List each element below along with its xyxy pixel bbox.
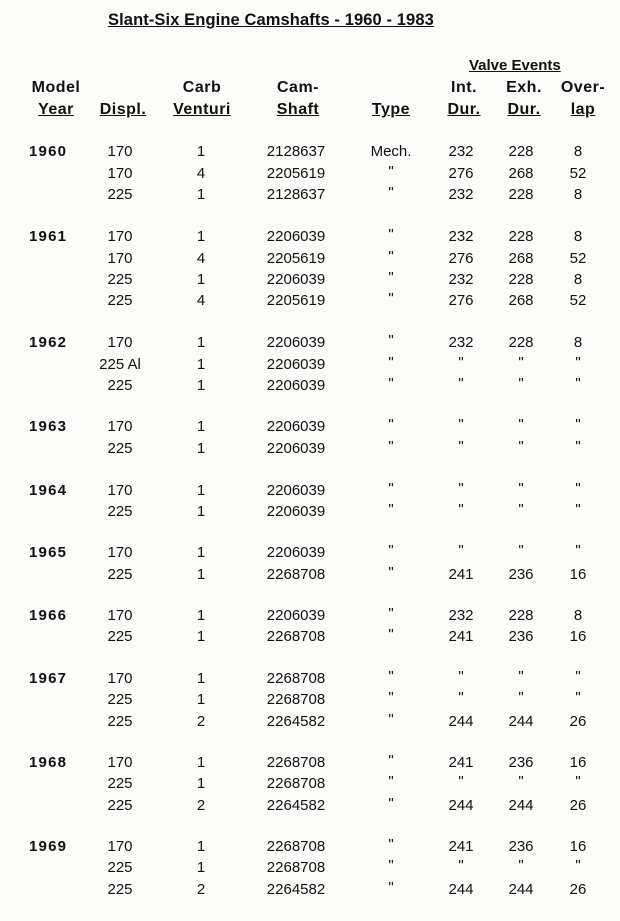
intake-duration-cell: 232 [448,186,474,203]
exhaust-duration-cell: " [518,542,524,559]
camshaft-cell: 2268708 [266,670,326,687]
overlap-cell: 16 [569,566,587,583]
carb-venturi-cell: 1 [196,271,206,288]
exhaust-duration-cell: " [518,416,524,433]
intake-duration-cell: 244 [448,797,474,814]
header-exh-dur [500,77,548,121]
exhaust-duration-cell: 236 [508,628,534,645]
exhaust-duration-cell: 244 [508,713,534,730]
header-carb-line1: Carb [182,79,222,96]
carb-venturi-cell: 1 [196,691,206,708]
carb-venturi-cell: 2 [196,881,206,898]
exhaust-duration-cell: 228 [508,334,534,351]
carb-venturi-cell: 4 [196,165,206,182]
overlap-cell: " [575,668,581,685]
carb-venturi-cell: 1 [196,186,206,203]
displ-cell: 170 [107,228,133,245]
camshaft-cell: 2264582 [266,797,326,814]
displ-cell: 170 [107,838,133,855]
overlap-cell: " [575,857,581,874]
displ-cell: 225 [107,186,133,203]
intake-duration-cell: 232 [448,271,474,288]
camshaft-cell: 2206039 [266,377,326,394]
camshaft-cell: 2206039 [266,544,326,561]
exhaust-duration-cell: 236 [508,566,534,583]
camshaft-cell: 2268708 [266,754,326,771]
overlap-cell: 8 [573,143,583,160]
camshaft-cell: 2206039 [266,418,326,435]
carb-venturi-cell: 1 [196,377,206,394]
type-cell: " [388,269,394,286]
type-cell: " [388,668,394,685]
displ-cell: 170 [107,544,133,561]
exhaust-duration-cell: 244 [508,881,534,898]
carb-venturi-cell: 4 [196,250,206,267]
carb-venturi-cell: 1 [196,775,206,792]
overlap-cell: 26 [569,797,587,814]
camshaft-cell: 2206039 [266,482,326,499]
type-cell: " [388,773,394,790]
overlap-cell: " [575,416,581,433]
type-cell: " [388,332,394,349]
carb-venturi-cell: 1 [196,754,206,771]
intake-duration-cell: 244 [448,713,474,730]
displ-cell: 225 [107,713,133,730]
intake-duration-cell: " [458,480,464,497]
exhaust-duration-cell: " [518,375,524,392]
intake-duration-cell: 232 [448,334,474,351]
exhaust-duration-cell: " [518,857,524,874]
header-model-year [27,77,85,121]
header-carb-line2: Venturi [173,101,231,118]
displ-cell: 170 [107,143,133,160]
header-int-line1: Int. [451,79,477,96]
valve-events-heading: Valve Events [469,57,561,74]
camshaft-cell: 2268708 [266,566,326,583]
model-year-cell: 1969 [29,838,68,855]
exhaust-duration-cell: 228 [508,143,534,160]
model-year-cell: 1968 [29,754,68,771]
camshaft-cell: 2128637 [266,143,326,160]
displ-cell: 225 [107,503,133,520]
exhaust-duration-cell: 228 [508,271,534,288]
header-displ [94,99,152,121]
exhaust-duration-cell: " [518,689,524,706]
type-cell: " [388,438,394,455]
exhaust-duration-cell: " [518,438,524,455]
header-type [364,99,418,121]
type-cell: " [388,605,394,622]
intake-duration-cell: " [458,354,464,371]
type-cell: " [388,375,394,392]
carb-venturi-cell: 1 [196,503,206,520]
camshaft-cell: 2206039 [266,228,326,245]
camshaft-cell: 2268708 [266,775,326,792]
camshaft-cell: 2206039 [266,356,326,373]
camshaft-cell: 2206039 [266,334,326,351]
camshaft-cell: 2268708 [266,691,326,708]
intake-duration-cell: " [458,501,464,518]
carb-venturi-cell: 1 [196,628,206,645]
intake-duration-cell: 276 [448,292,474,309]
camshaft-cell: 2264582 [266,881,326,898]
overlap-cell: " [575,375,581,392]
intake-duration-cell: 232 [448,228,474,245]
displ-cell: 225 [107,881,133,898]
intake-duration-cell: 241 [448,754,474,771]
camshaft-cell: 2268708 [266,628,326,645]
type-cell: " [388,354,394,371]
displ-cell: 170 [107,482,133,499]
overlap-cell: 8 [573,228,583,245]
overlap-cell: " [575,438,581,455]
header-int-dur [440,77,488,121]
header-camshaft-line1: Cam- [276,79,319,96]
intake-duration-cell: 232 [448,607,474,624]
type-cell: " [388,184,394,201]
intake-duration-cell: 241 [448,838,474,855]
intake-duration-cell: 241 [448,628,474,645]
header-int-line2: Dur. [447,101,481,118]
carb-venturi-cell: 1 [196,143,206,160]
intake-duration-cell: 276 [448,165,474,182]
exhaust-duration-cell: 236 [508,754,534,771]
camshaft-cell: 2206039 [266,271,326,288]
model-year-cell: 1960 [29,143,68,160]
displ-cell: 170 [107,754,133,771]
intake-duration-cell: " [458,689,464,706]
camshaft-cell: 2206039 [266,440,326,457]
carb-venturi-cell: 1 [196,838,206,855]
displ-cell: 170 [107,418,133,435]
exhaust-duration-cell: 244 [508,797,534,814]
header-model-year-line1: Model [31,79,81,96]
intake-duration-cell: 232 [448,143,474,160]
model-year-cell: 1965 [29,544,68,561]
header-overlap-line1: Over- [560,79,606,96]
intake-duration-cell: " [458,542,464,559]
displ-cell: 225 [107,797,133,814]
exhaust-duration-cell: 268 [508,165,534,182]
camshaft-cell: 2268708 [266,859,326,876]
model-year-cell: 1962 [29,334,68,351]
intake-duration-cell: " [458,773,464,790]
overlap-cell: 16 [569,838,587,855]
intake-duration-cell: 244 [448,881,474,898]
carb-venturi-cell: 1 [196,356,206,373]
type-cell: " [388,290,394,307]
exhaust-duration-cell: 268 [508,292,534,309]
type-cell: " [388,248,394,265]
intake-duration-cell: " [458,668,464,685]
overlap-cell: 26 [569,713,587,730]
carb-venturi-cell: 1 [196,482,206,499]
camshaft-cell: 2264582 [266,713,326,730]
type-cell: " [388,226,394,243]
type-cell: Mech. [370,143,412,160]
displ-cell: 170 [107,165,133,182]
carb-venturi-cell: 1 [196,418,206,435]
header-overlap-line2: lap [570,101,596,118]
model-year-cell: 1964 [29,482,68,499]
carb-venturi-cell: 1 [196,607,206,624]
intake-duration-cell: 241 [448,566,474,583]
intake-duration-cell: " [458,416,464,433]
displ-cell: 225 [107,271,133,288]
exhaust-duration-cell: 236 [508,838,534,855]
overlap-cell: " [575,542,581,559]
overlap-cell: 52 [569,165,587,182]
displ-cell: 225 [107,566,133,583]
exhaust-duration-cell: " [518,501,524,518]
exhaust-duration-cell: " [518,480,524,497]
type-cell: " [388,626,394,643]
carb-venturi-cell: 1 [196,670,206,687]
carb-venturi-cell: 2 [196,713,206,730]
type-cell: " [388,416,394,433]
type-cell: " [388,501,394,518]
model-year-cell: 1963 [29,418,68,435]
model-year-cell: 1967 [29,670,68,687]
type-cell: " [388,836,394,853]
page-title: Slant-Six Engine Camshafts - 1960 - 1983 [108,11,434,29]
carb-venturi-cell: 1 [196,334,206,351]
overlap-cell: 26 [569,881,587,898]
exhaust-duration-cell: " [518,354,524,371]
header-displ-label: Displ. [99,101,147,118]
displ-cell: 225 [107,859,133,876]
displ-cell: 225 [107,628,133,645]
carb-venturi-cell: 1 [196,440,206,457]
displ-cell: 170 [107,250,133,267]
exhaust-duration-cell: 268 [508,250,534,267]
intake-duration-cell: " [458,438,464,455]
type-cell: " [388,689,394,706]
type-cell: " [388,163,394,180]
overlap-cell: 8 [573,186,583,203]
overlap-cell: 16 [569,628,587,645]
carb-venturi-cell: 1 [196,566,206,583]
type-cell: " [388,480,394,497]
header-camshaft-line2: Shaft [276,101,320,118]
header-carb-venturi [166,77,238,121]
displ-cell: 225 [107,292,133,309]
overlap-cell: 52 [569,250,587,267]
exhaust-duration-cell: " [518,668,524,685]
camshaft-cell: 2268708 [266,838,326,855]
overlap-cell: " [575,773,581,790]
overlap-cell: " [575,480,581,497]
overlap-cell: 52 [569,292,587,309]
header-overlap [556,77,610,121]
camshaft-cell: 2206039 [266,607,326,624]
overlap-cell: 8 [573,334,583,351]
intake-duration-cell: " [458,375,464,392]
displ-cell: 225 [107,775,133,792]
carb-venturi-cell: 2 [196,797,206,814]
header-camshaft [268,77,328,121]
header-exh-line2: Dur. [507,101,541,118]
overlap-cell: 8 [573,607,583,624]
camshaft-cell: 2206039 [266,503,326,520]
type-cell: " [388,711,394,728]
displ-cell: 225 [107,377,133,394]
camshaft-cell: 2205619 [266,165,326,182]
overlap-cell: 16 [569,754,587,771]
displ-cell: 225 [107,440,133,457]
exhaust-duration-cell: 228 [508,228,534,245]
type-cell: " [388,795,394,812]
intake-duration-cell: 276 [448,250,474,267]
exhaust-duration-cell: 228 [508,607,534,624]
displ-cell: 170 [107,334,133,351]
model-year-cell: 1966 [29,607,68,624]
camshaft-cell: 2128637 [266,186,326,203]
exhaust-duration-cell: " [518,773,524,790]
type-cell: " [388,542,394,559]
exhaust-duration-cell: 228 [508,186,534,203]
overlap-cell: " [575,689,581,706]
header-model-year-line2: Year [38,101,74,118]
displ-cell: 225 Al [99,356,141,373]
type-cell: " [388,879,394,896]
displ-cell: 225 [107,691,133,708]
carb-venturi-cell: 1 [196,859,206,876]
overlap-cell: " [575,501,581,518]
carb-venturi-cell: 1 [196,544,206,561]
type-cell: " [388,752,394,769]
displ-cell: 170 [107,607,133,624]
intake-duration-cell: " [458,857,464,874]
header-type-label: Type [371,101,411,118]
overlap-cell: 8 [573,271,583,288]
model-year-cell: 1961 [29,228,68,245]
type-cell: " [388,564,394,581]
camshaft-cell: 2205619 [266,292,326,309]
carb-venturi-cell: 1 [196,228,206,245]
carb-venturi-cell: 4 [196,292,206,309]
header-exh-line1: Exh. [506,79,542,96]
displ-cell: 170 [107,670,133,687]
overlap-cell: " [575,354,581,371]
camshaft-cell: 2205619 [266,250,326,267]
type-cell: " [388,857,394,874]
